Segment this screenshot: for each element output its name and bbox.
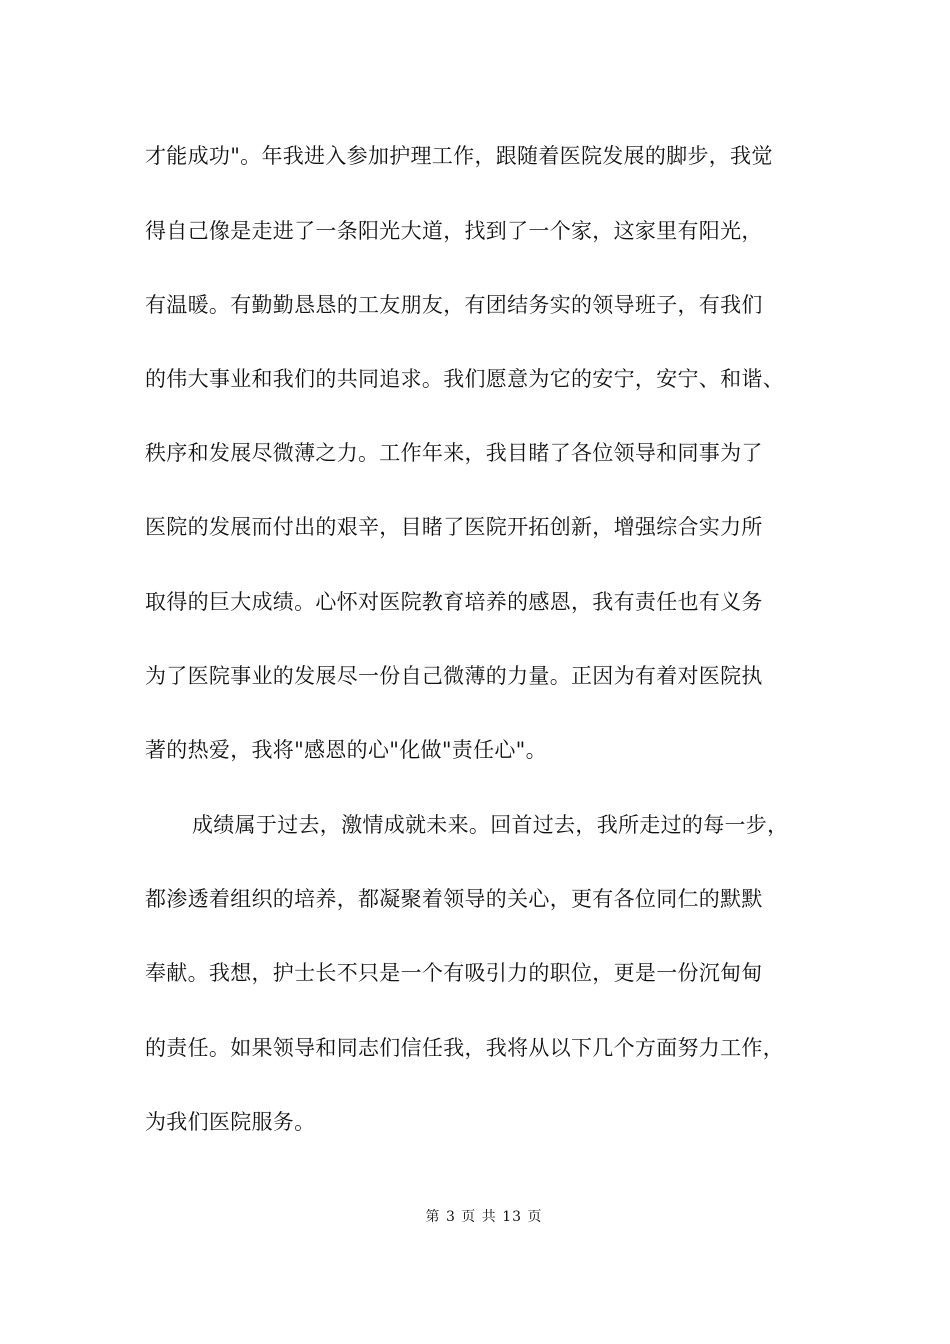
- body-line-10-paragraph-start: 成绩属于过去，激情成就未来。回首过去，我所走过的每一步，: [192, 813, 789, 837]
- body-line-9: 著的热爱，我将"感恩的心"化做"责任心"。: [145, 738, 547, 762]
- body-line-12: 奉献。我想，护士长不只是一个有吸引力的职位，更是一份沉甸甸: [145, 961, 763, 985]
- body-line-14: 为我们医院服务。: [145, 1110, 316, 1134]
- body-line-11: 都渗透着组织的培养，都凝聚着领导的关心，更有各位同仁的默默: [145, 887, 763, 911]
- body-line-5: 秩序和发展尽微薄之力。工作年来，我目睹了各位领导和同事为了: [145, 441, 763, 465]
- body-line-4: 的伟大事业和我们的共同追求。我们愿意为它的安宁，安宁、和谐、: [145, 367, 784, 391]
- body-line-3: 有温暖。有勤勤恳恳的工友朋友，有团结务实的领导班子，有我们: [145, 293, 763, 317]
- body-line-7: 取得的巨大成绩。心怀对医院教育培养的感恩，我有责任也有义务: [145, 590, 763, 614]
- body-line-6: 医院的发展而付出的艰辛，目睹了医院开拓创新，增强综合实力所: [145, 515, 763, 539]
- body-line-2: 得自己像是走进了一条阳光大道，找到了一个家，这家里有阳光，: [145, 219, 763, 243]
- page-number-footer: 第 3 页 共 13 页: [425, 1209, 543, 1225]
- body-line-8: 为了医院事业的发展尽一份自己微薄的力量。正因为有着对医院执: [145, 664, 763, 688]
- body-line-13: 的责任。如果领导和同志们信任我，我将从以下几个方面努力工作，: [145, 1036, 784, 1060]
- body-line-1: 才能成功"。年我进入参加护理工作，跟随着医院发展的脚步，我觉: [145, 144, 773, 168]
